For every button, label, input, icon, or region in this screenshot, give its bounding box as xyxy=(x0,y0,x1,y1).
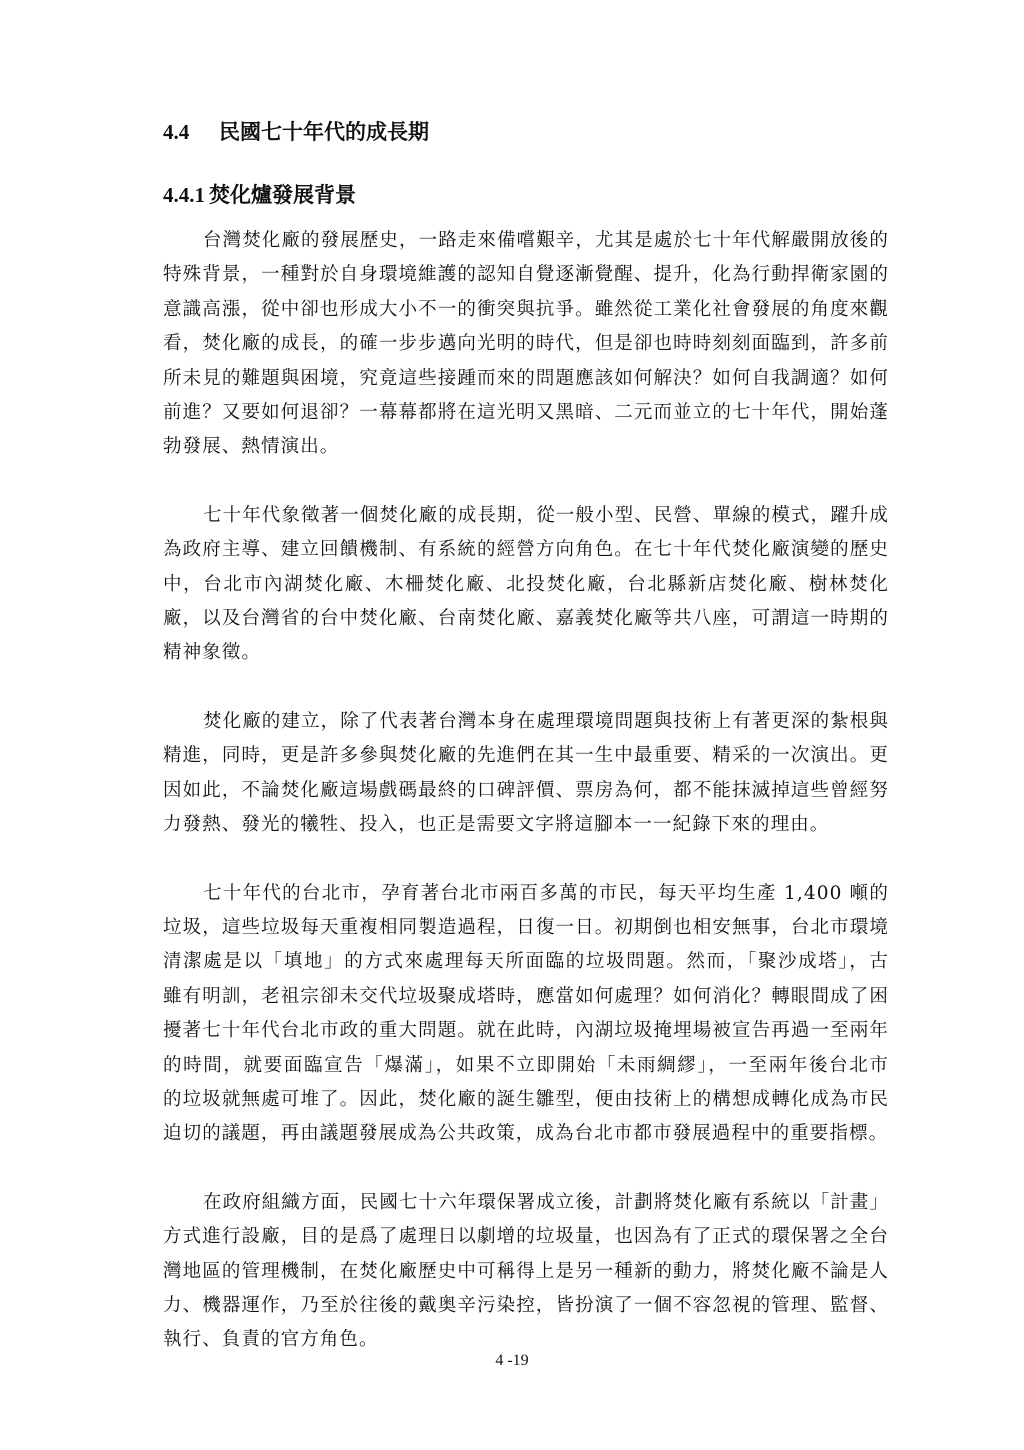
section-title: 民國七十年代的成長期 xyxy=(219,119,429,144)
section-heading xyxy=(163,116,429,146)
paragraph-government-organization: 在政府組織方面，民國七十六年環保署成立後，計劃將焚化廠有系統以「計畫」方式進行設廠，目的是爲了處理日以劇增的垃圾量，也因為有了正式的環保署之全台灣地區的管理機制，在焚化廠歷史中可稱得上是另一種新的動力，將焚化廠不論是人力、機器運作，乃至於往後的戴奥辛污染控，皆扮演了一個不容忽視的管理、監督、執行、負責的官方角色。 xyxy=(163,1191,890,1351)
subsection-title: 焚化爐發展背景 xyxy=(209,182,356,207)
paragraph-significance: 焚化廠的建立，除了代表著台灣本身在處理環境問題與技術上有著更深的紮根與精進，同時，更是許多參與焚化廠的先進們在其一生中最重要、精采的一次演出。更因如此，不論焚化廠這場戲碼最終的口碑評價、票房為何，都不能抹滅掉這些曾經努力發熱、發光的犧牲、投入，也正是需要文字將這腳本一一紀錄下來的理由。 xyxy=(163,710,890,836)
paragraph-growth-period: 七十年代象徵著一個焚化廠的成長期，從一般小型、民營、單線的模式，躍升成為政府主導、建立回饋機制、有系統的經營方向角色。在七十年代焚化廠演變的歷史中，台北市內湖焚化廠、木柵焚化廠、北投焚化廠，台北縣新店焚化廠、樹林焚化廠，以及台灣省的台中焚化廠、台南焚化廠、嘉義焚化廠等共八座，可謂這一時期的精神象徵。 xyxy=(163,504,890,664)
page-number: 4 -19 xyxy=(495,1352,529,1369)
subsection-number: 4.4.1 xyxy=(163,183,205,207)
section-number: 4.4 xyxy=(163,120,190,144)
subsection-heading xyxy=(163,179,356,209)
paragraph-background-intro: 台灣焚化廠的發展歷史，一路走來備嚐艱辛，尤其是處於七十年代解嚴開放後的特殊背景，一種對於自身環境維護的認知自覺逐漸覺醒、提升，化為行動捍衛家園的意識高漲，從中卻也形成大小不一的衝突與抗爭。雖然從工業化社會發展的角度來觀看，焚化廠的成長，的確一步步邁向光明的時代，但是卻也時時刻刻面臨到，許多前所未見的難題與困境，究竟這些接踵而來的問題應該如何解決？如何自我調適？如何前進？又要如何退卻？一幕幕都將在這光明又黑暗、二元而並立的七十年代，開始蓬勃發展、熱情演出。 xyxy=(163,230,890,458)
paragraph-taipei-garbage: 七十年代的台北市，孕育著台北市兩百多萬的市民，每天平均生產 1,400 噸的垃圾，這些垃圾每天重複相同製造過程，日復一日。初期倒也相安無事，台北市環境清潔處是以「填地」的方式來處理每天所面臨的垃圾問題。然而，「聚沙成塔」，古雖有明訓，老祖宗卻未交代垃圾聚成塔時，應當如何處理？如何消化？轉眼間成了困擾著七十年代台北市政的重大問題。就在此時，內湖垃圾掩埋場被宣告再過一至兩年的時間，就要面臨宣告「爆滿」，如果不立即開始「未雨綢繆」，一至兩年後台北市的垃圾就無處可堆了。因此，焚化廠的誕生雛型，便由技術上的構想成轉化成為市民迫切的議題，再由議題發展成為公共政策，成為台北市都市發展過程中的重要指標。 xyxy=(163,882,889,1145)
body-text xyxy=(163,224,889,1392)
